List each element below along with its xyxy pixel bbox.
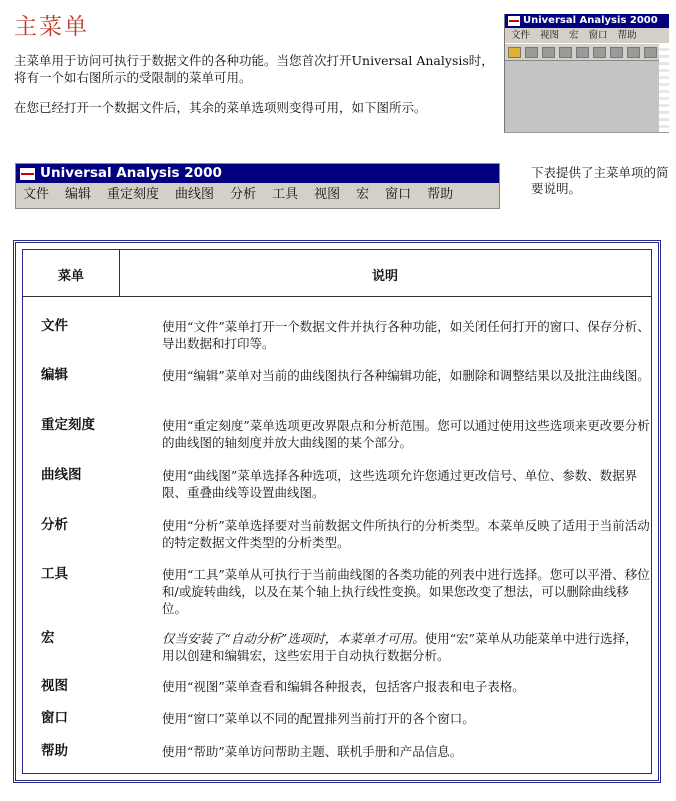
- toolbar-icon: [593, 47, 606, 58]
- row-menu-name: 曲线图: [41, 467, 82, 483]
- menu-graph[interactable]: 曲线图: [175, 187, 215, 202]
- small-menu-help[interactable]: 帮助: [617, 30, 637, 41]
- menu-view[interactable]: 视图: [314, 187, 341, 202]
- full-menubar: [16, 183, 499, 207]
- small-menu-window[interactable]: 窗口: [588, 30, 608, 41]
- menu-edit[interactable]: 编辑: [65, 187, 92, 202]
- menu-help[interactable]: 帮助: [427, 187, 454, 202]
- header-description: 说明: [371, 269, 398, 284]
- row-description: 使用“曲线图”菜单选择各种选项，这些选项允许您通过更改信号、单位、参数、数据界限、重叠曲线等设置曲线图。: [162, 468, 638, 500]
- row-description: 使用“文件”菜单打开一个数据文件并执行各种功能，如关闭任何打开的窗口、保存分析、导出数据和打印等。: [162, 319, 650, 351]
- page-title: 主菜单: [14, 14, 89, 40]
- menu-table: [13, 240, 661, 783]
- row-menu-name: 编辑: [41, 367, 68, 383]
- full-window-titlebar: [16, 164, 499, 183]
- toolbar-icon: [627, 47, 640, 58]
- small-menu-view[interactable]: 视图: [540, 30, 560, 41]
- row-description: 使用“视图”菜单查看和编辑各种报表，包括客户报表和电子表格。: [162, 679, 525, 694]
- row-description-italic: 仅当安装了“自动分析”选项时，本菜单才可用。: [162, 631, 425, 646]
- toolbar-icon: [542, 47, 555, 58]
- row-description-rest: 使用“宏”菜单从功能菜单中进行选择，用以创建和编辑宏，这些宏用于自动执行数据分析。: [162, 631, 638, 663]
- small-menu-file[interactable]: 文件: [511, 30, 531, 41]
- row-description: 使用“重定刻度”菜单选项更改界限点和分析范围。您可以通过使用这些选项来更改要分析的曲线图的轴刻度并放大曲线图的某个部分。: [162, 418, 650, 450]
- restricted-menu-screenshot: [504, 14, 669, 133]
- row-description: 使用“编辑”菜单对当前的曲线图执行各种编辑功能，如删除和调整结果以及批注曲线图。: [162, 368, 650, 383]
- small-window-title: Universal Analysis 2000: [523, 15, 658, 26]
- menu-tools[interactable]: 工具: [272, 187, 299, 202]
- row-menu-name: 工具: [41, 566, 68, 582]
- small-menu-macro[interactable]: 宏: [569, 30, 579, 41]
- menu-table-inner: [22, 249, 652, 774]
- row-description: 使用“分析”菜单选择要对当前数据文件所执行的分析类型。本菜单反映了适用于当前活动的特定数据文件类型的分析类型。: [162, 518, 650, 550]
- row-menu-name: 宏: [41, 630, 55, 646]
- row-menu-name: 视图: [41, 678, 68, 694]
- row-menu-name: 窗口: [41, 710, 68, 726]
- table-header: [23, 250, 651, 297]
- row-menu-name: 分析: [41, 517, 68, 533]
- row-menu-name: 重定刻度: [41, 417, 95, 433]
- intro-paragraph-2: 在您已经打开一个数据文件后，其余的菜单选项则变得可用，如下图所示。: [14, 100, 427, 115]
- row-description: [162, 630, 650, 664]
- row-menu-name: 文件: [41, 318, 68, 334]
- toolbar-icon: [644, 47, 657, 58]
- header-menu: 菜单: [57, 269, 84, 284]
- menu-analyze[interactable]: 分析: [230, 187, 257, 202]
- small-window-workspace: [505, 62, 669, 132]
- toolbar-icon: [525, 47, 538, 58]
- small-window-titlebar: [505, 14, 669, 28]
- menu-rescale[interactable]: 重定刻度: [107, 187, 160, 202]
- toolbar-icon: [576, 47, 589, 58]
- app-logo-icon: [20, 168, 35, 180]
- menu-file[interactable]: 文件: [23, 187, 50, 202]
- intro-paragraph-1: 主菜单用于访问可执行于数据文件的各种功能。当您首次打开Universal Analysis时，将有一个如右图所示的受限制的菜单可用。: [14, 53, 494, 85]
- full-menu-screenshot: [15, 163, 500, 209]
- small-toolbar: [505, 43, 669, 61]
- row-description: 使用“帮助”菜单访问帮助主题、联机手册和产品信息。: [162, 744, 463, 759]
- row-menu-name: 帮助: [41, 743, 68, 759]
- app-logo-icon: [508, 16, 520, 26]
- open-folder-icon[interactable]: [508, 47, 521, 58]
- full-window-title: Universal Analysis 2000: [40, 165, 222, 181]
- intro-text: [14, 52, 494, 129]
- side-note: 下表提供了主菜单项的简要说明。: [531, 165, 669, 196]
- row-description: 使用“窗口”菜单以不同的配置排列当前打开的各个窗口。: [162, 711, 475, 726]
- menu-macro[interactable]: 宏: [356, 187, 370, 202]
- menu-window[interactable]: 窗口: [385, 187, 412, 202]
- small-menubar: [505, 28, 669, 43]
- row-description: 使用“工具”菜单从可执行于当前曲线图的各类功能的列表中进行选择。您可以平滑、移位和/或旋转曲线，以及在某个轴上执行线性变换。如果您改变了想法，可以删除曲线移位。: [162, 567, 650, 616]
- toolbar-icon: [559, 47, 572, 58]
- toolbar-icon: [610, 47, 623, 58]
- torn-edge: [659, 44, 669, 133]
